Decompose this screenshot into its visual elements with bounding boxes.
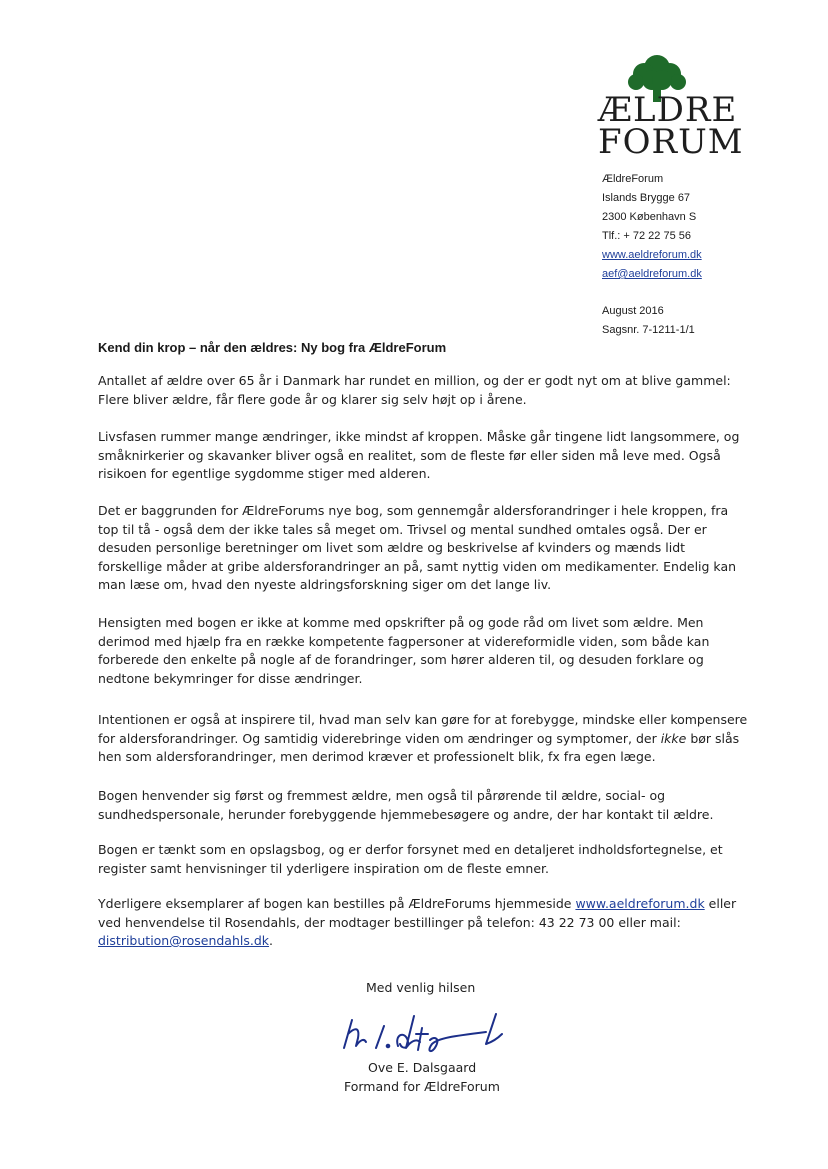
paragraph-5-part-2: bør slås hen som aldersforandringer, men derimod kræver et professionelt blik, fx fra egen læge.	[98, 730, 740, 764]
letter-heading: Kend din krop – når den ældres: Ny bog fra ÆldreForum	[98, 340, 447, 355]
paragraph-8	[98, 895, 748, 951]
paragraph-8-part-1: Yderligere eksemplarer af bogen kan bestilles på ÆldreForums hjemmeside	[98, 896, 576, 911]
paragraph-5-part-1: Intentionen er også at inspirere til, hvad man selv kan gøre for at forebygge, mindske eller kompensere for aldersforandringer. Og samtidig viderebringe viden om ændringer og symptomer, der	[98, 712, 748, 746]
signer-title: Formand for ÆldreForum	[344, 1079, 500, 1094]
sender-street: Islands Brygge 67	[602, 192, 691, 204]
paragraph-5-emphasis: ikke	[660, 730, 687, 746]
aeldreforum-logo	[598, 52, 744, 162]
paragraph-2: Livsfasen rummer mange ændringer, ikke mindst af kroppen. Måske går tingene lidt langsommere, og småknirkerier og skavanker bliver også en realitet, som de fleste før eller siden må leve med. Også risikoen for egentlige sygdomme stiger med alderen.	[98, 429, 740, 481]
paragraph-4: Hensigten med bogen er ikke at komme med opskrifter på og gode råd om livet som ældre. Men derimod med hjælp fra en række kompetente fagpersoner at videreformidle viden, som både kan forberede den enkelte på nogle af de forandringer, som hører alderen til, og desuden forklare og nedtone bekymringer for disse ændringer.	[98, 615, 710, 686]
logo-text-line1: ÆLDRE	[598, 90, 738, 130]
paragraph-8-part-2: eller ved henvendelse til Rosendahls, der modtager bestillinger på telefon: 43 22 73 00 eller mail:	[98, 896, 737, 930]
website-link[interactable]: www.aeldreforum.dk	[575, 896, 705, 911]
signer-name: Ove E. Dalsgaard	[368, 1060, 477, 1075]
sender-city: 2300 København S	[602, 211, 697, 223]
paragraph-8-part-3: .	[269, 933, 274, 948]
paragraph-3: Det er baggrunden for ÆldreForums nye bog, som gennemgår aldersforandringer i hele kroppen, fra top til tå - også dem der ikke tales så meget om. Trivsel og mental sundhed omtales også. Der er desuden personlige beretninger om livet som ældre og beskrivelse af kvinders og mænds lidt forskellige måder at gribe aldersforandringer an på, samt nyttig viden om medikamenter. Endelig kan man læse om, hvad den nyeste aldringsforskning siger om det lange liv.	[98, 503, 737, 592]
sender-email-link[interactable]: aef@aeldreforum.dk	[602, 268, 702, 280]
sender-org: ÆldreForum	[602, 173, 664, 185]
distribution-email-link[interactable]: distribution@rosendahls.dk	[98, 933, 270, 948]
sender-website-link[interactable]: www.aeldreforum.dk	[602, 249, 702, 261]
sender-phone: Tlf.: + 72 22 75 56	[602, 230, 691, 242]
closing-greeting: Med venlig hilsen	[366, 980, 476, 995]
letter-date: August 2016	[602, 305, 664, 317]
paragraph-5	[98, 711, 748, 767]
paragraph-1: Antallet af ældre over 65 år i Danmark har rundet en million, og der er godt nyt om at blive gammel: Flere bliver ældre, får flere gode år og klarer sig selv højt op i årene.	[98, 373, 731, 407]
logo-text-line2: FORUM	[598, 122, 744, 162]
handwritten-signature	[336, 1008, 506, 1058]
sender-address-block	[602, 170, 702, 340]
paragraph-7: Bogen er tænkt som en opslagsbog, og er derfor forsynet med en detaljeret indholdsfortegnelse, et register samt henvisninger til yderligere inspiration om de fleste emner.	[98, 842, 723, 876]
paragraph-6: Bogen henvender sig først og fremmest ældre, men også til pårørende til ældre, social- og sundhedspersonale, herunder forebyggende hjemmebesøgere og andre, der har kontakt til ældre.	[98, 788, 714, 822]
case-number: Sagsnr. 7-1211-1/1	[602, 324, 695, 336]
